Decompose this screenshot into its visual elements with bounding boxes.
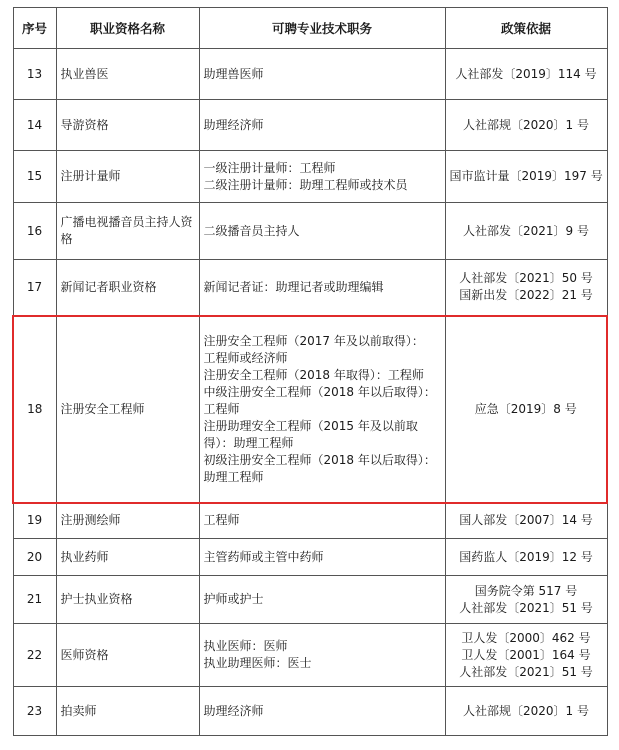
basis-line: 国市监计量〔2019〕197 号 [449,169,603,183]
qualification-name [56,539,199,576]
duty-line: 一级注册计量师：工程师 [203,160,336,175]
basis-line: 应急〔2019〕8 号 [474,401,577,416]
qualification-table [12,7,608,736]
highlighted-row [13,316,607,503]
technical-duty [199,49,445,100]
policy-basis [445,260,607,316]
basis-line: 国人部发〔2007〕14 号 [459,513,593,528]
qualification-name [56,260,199,316]
qualification-name [56,576,199,624]
header-basis: 政策依据 [445,8,607,49]
basis-line: 国务院令第 517 号 [474,583,578,598]
duty-line: 工程师 [203,513,240,528]
duty-line: 中级注册安全工程师（2018 年以后取得）： [203,384,436,399]
duty-line: 助理经济师 [203,703,264,718]
qualification-name-text: 执业药师 [60,549,109,564]
table-row [13,260,607,316]
technical-duty [199,100,445,151]
row-number: 18 [13,316,56,503]
table-row [13,503,607,539]
duty-line: 二级播音员主持人 [203,223,300,238]
policy-basis [445,539,607,576]
row-number: 22 [13,624,56,687]
policy-basis [445,151,607,203]
policy-basis [445,100,607,151]
table-row [13,100,607,151]
header-num: 序号 [13,8,56,49]
duty-line: 护师或护士 [203,592,264,606]
table-row [13,539,607,576]
table-row [13,576,607,624]
basis-line: 人社部发〔2019〕114 号 [455,66,597,81]
technical-duty [199,203,445,260]
basis-line: 人社部发〔2021〕51 号 [459,600,593,615]
technical-duty [199,539,445,576]
qualification-name [56,316,199,503]
qualification-name [56,203,199,260]
duty-line: 工程师 [203,401,240,416]
header-name: 职业资格名称 [56,8,199,49]
qualification-name [56,687,199,736]
duty-line: 执业助理医师：医士 [203,656,312,670]
policy-basis [445,687,607,736]
technical-duty [199,687,445,736]
qualification-name [56,100,199,151]
row-number: 21 [13,576,56,624]
basis-line: 人社部发〔2021〕51 号 [459,664,593,679]
basis-line: 人社部规〔2020〕1 号 [463,117,589,132]
policy-basis [445,316,607,503]
duty-line: 新闻记者证：助理记者或助理编辑 [203,279,384,294]
technical-duty [199,316,445,503]
qualification-name-text: 导游资格 [60,117,109,132]
policy-basis [445,203,607,260]
row-number: 20 [13,539,56,576]
table-row [13,624,607,687]
row-number: 14 [13,100,56,151]
row-number: 15 [13,151,56,203]
qualification-name [56,151,199,203]
qualification-name-text: 注册计量师 [60,169,121,183]
policy-basis [445,576,607,624]
duty-line: 主管药师或主管中药师 [203,549,324,564]
qualification-name-text: 新闻记者职业资格 [60,279,157,294]
qualification-name-text: 广播电视播音员主持人资格 [60,215,193,246]
basis-line: 人社部发〔2021〕50 号 [459,271,593,286]
row-number: 17 [13,260,56,316]
technical-duty [199,624,445,687]
qualification-name [56,503,199,539]
basis-line: 卫人发〔2000〕462 号 [461,630,591,645]
qualification-name-text: 注册安全工程师 [60,401,145,416]
duty-line: 助理经济师 [203,117,264,132]
policy-basis [445,624,607,687]
basis-line: 人社部规〔2020〕1 号 [463,703,589,718]
row-number: 16 [13,203,56,260]
duty-line: 二级注册计量师：助理工程师或技术员 [203,177,408,192]
basis-line: 国新出发〔2022〕21 号 [459,288,593,303]
table-row [13,687,607,736]
duty-line: 得）：助理工程师 [203,435,294,450]
duty-line: 注册助理安全工程师（2015 年及以前取 [203,418,418,433]
qualification-name-text: 注册测绘师 [60,513,121,528]
table-body [13,49,607,736]
qualification-name-text: 执业兽医 [60,66,109,81]
basis-line: 国药监人〔2019〕12 号 [459,549,593,564]
table-row [13,203,607,260]
table-row [13,151,607,203]
technical-duty [199,151,445,203]
policy-basis [445,49,607,100]
basis-line: 卫人发〔2001〕164 号 [461,647,591,662]
duty-line: 注册安全工程师（2017 年及以前取得）： [203,333,424,348]
duty-line: 执业医师：医师 [203,639,288,653]
row-number: 13 [13,49,56,100]
row-number: 23 [13,687,56,736]
qualification-name-text: 医师资格 [60,647,109,662]
header-duty: 可聘专业技术职务 [199,8,445,49]
qualification-name [56,49,199,100]
qualification-name [56,624,199,687]
table-row [13,49,607,100]
technical-duty [199,260,445,316]
qualification-name-text: 护士执业资格 [60,592,133,606]
technical-duty [199,576,445,624]
row-number: 19 [13,503,56,539]
basis-line: 人社部发〔2021〕9 号 [463,223,589,238]
qualification-name-text: 拍卖师 [60,703,97,718]
duty-line: 注册安全工程师（2018 年取得）：工程师 [203,367,424,382]
policy-basis [445,503,607,539]
table-header-row [13,8,607,49]
duty-line: 初级注册安全工程师（2018 年以后取得）： [203,452,436,467]
duty-line: 助理工程师 [203,469,264,484]
duty-line: 工程师或经济师 [203,350,288,365]
technical-duty [199,503,445,539]
duty-line: 助理兽医师 [203,66,264,81]
